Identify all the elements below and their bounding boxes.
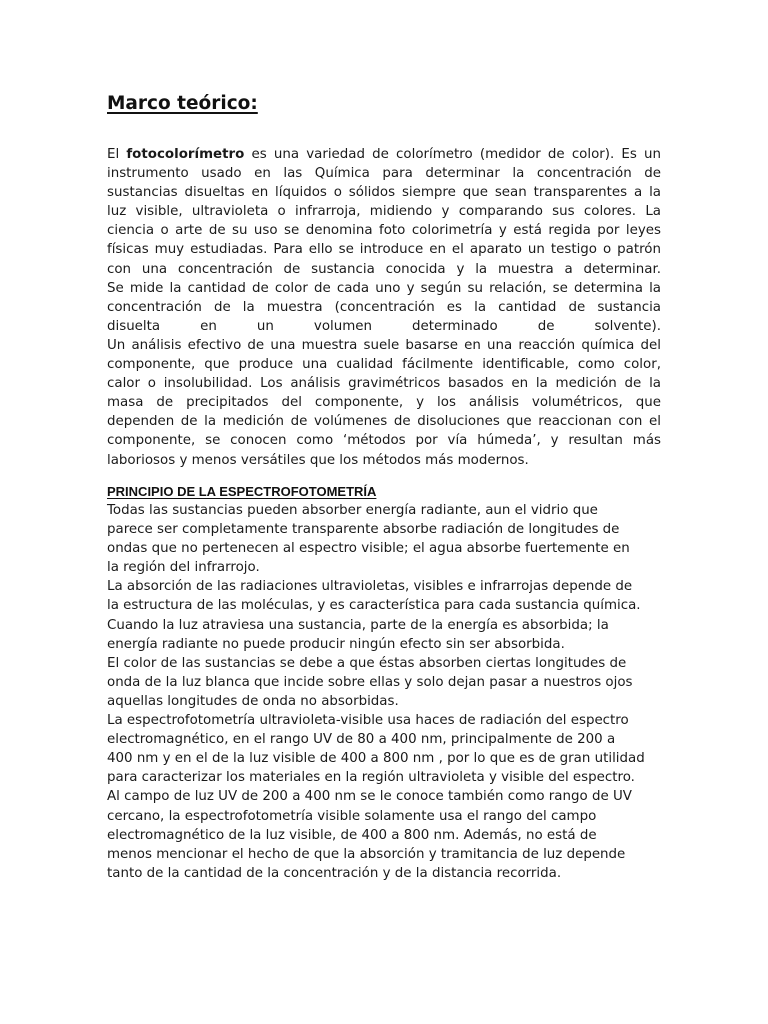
text-line: laboriosos y menos versátiles que los métodos más modernos.	[107, 452, 529, 468]
text-line: ciencia o arte de su uso se denomina foto colorimetría y está regida por leyes	[107, 223, 661, 239]
text-line: electromagnético, en el rango UV de 80 a 400 nm, principalmente de 200 a	[107, 732, 616, 748]
bold-term: fotocolorímetro	[126, 147, 245, 162]
text-line: componente, se conocen como ‘métodos por vía húmeda’, y resultan más	[107, 433, 661, 449]
text-line: cercano, la espectrofotometría visible solamente usa el rango del campo	[107, 808, 597, 824]
text-line: Al campo de luz UV de 200 a 400 nm se le conoce también como rango de UV	[107, 789, 632, 805]
text-line: físicas muy estudiadas. Para ello se introduce en el aparato un testigo o patrón	[107, 242, 661, 258]
text-line: la región del infrarrojo.	[107, 560, 260, 576]
text-line: para caracterizar los materiales en la región ultravioleta y visible del espectro.	[107, 770, 635, 786]
text-line: dependen de la medición de volúmenes de disoluciones que reaccionan con el	[107, 414, 661, 430]
text-line: disuelta en un volumen determinado de solvente).	[107, 318, 661, 334]
text-line: La espectrofotometría ultravioleta-visible usa haces de radiación del espectro	[107, 713, 629, 729]
text-line: ondas que no pertenecen al espectro visible; el agua absorbe fuertemente en	[107, 541, 630, 557]
text-line: masa de precipitados del componente, y los análisis volumétricos, que	[107, 395, 661, 411]
text-line: El color de las sustancias se debe a que éstas absorben ciertas longitudes de	[107, 655, 627, 671]
text-line: 400 nm y en el de la luz visible de 400 a 800 nm , por lo que es de gran utilidad	[107, 751, 645, 767]
text-line: con una concentración de sustancia conocida y la muestra a determinar.	[107, 261, 661, 277]
intro-paragraph	[107, 145, 661, 470]
text-line: aquellas longitudes de onda no absorbidas.	[107, 693, 399, 709]
text-line: luz visible, ultravioleta o infrarroja, midiendo y comparando sus colores. La	[107, 204, 661, 220]
text-line: electromagnético de la luz visible, de 400 a 800 nm. Además, no está de	[107, 827, 597, 843]
text-line: parece ser completamente transparente absorbe radiación de longitudes de	[107, 522, 620, 538]
text-line: calor o insolubilidad. Los análisis gravimétricos basados en la medición de la	[107, 376, 661, 392]
text-line: instrumento usado en las Química para determinar la concentración de	[107, 166, 661, 182]
section-title: PRINCIPIO DE LA ESPECTROFOTOMETRÍA	[107, 484, 377, 499]
text-line: El fotocolorímetro es una variedad de colorímetro (medidor de color). Es un	[107, 147, 661, 162]
text-line: energía radiante no puede producir ningún efecto sin ser absorbida.	[107, 636, 565, 652]
text-line: sustancias disueltas en líquidos o sólidos siempre que sean transparentes a la	[107, 185, 661, 201]
text-line: Cuando la luz atraviesa una sustancia, parte de la energía es absorbida; la	[107, 617, 609, 633]
text-line: Todas las sustancias pueden absorber energía radiante, aun el vidrio que	[107, 503, 598, 518]
section-paragraph	[107, 501, 667, 883]
text-line: La absorción de las radiaciones ultravioletas, visibles e infrarrojas depende de	[107, 579, 633, 595]
page-heading: Marco teórico:	[107, 93, 258, 114]
text-line: menos mencionar el hecho de que la absorción y tramitancia de luz depende	[107, 846, 626, 862]
text-line: la estructura de las moléculas, y es característica para cada sustancia química.	[107, 598, 641, 614]
text-line: tanto de la cantidad de la concentración y de la distancia recorrida.	[107, 865, 562, 881]
text-line: Un análisis efectivo de una muestra suele basarse en una reacción química del	[107, 337, 661, 353]
text-line: concentración de la muestra (concentración es la cantidad de sustancia	[107, 299, 661, 315]
text-line: onda de la luz blanca que incide sobre ellas y solo dejan pasar a nuestros ojos	[107, 674, 633, 690]
text-line: componente, que produce una cualidad fácilmente identificable, como color,	[107, 357, 661, 373]
text-line: Se mide la cantidad de color de cada uno y según su relación, se determina la	[107, 280, 661, 296]
